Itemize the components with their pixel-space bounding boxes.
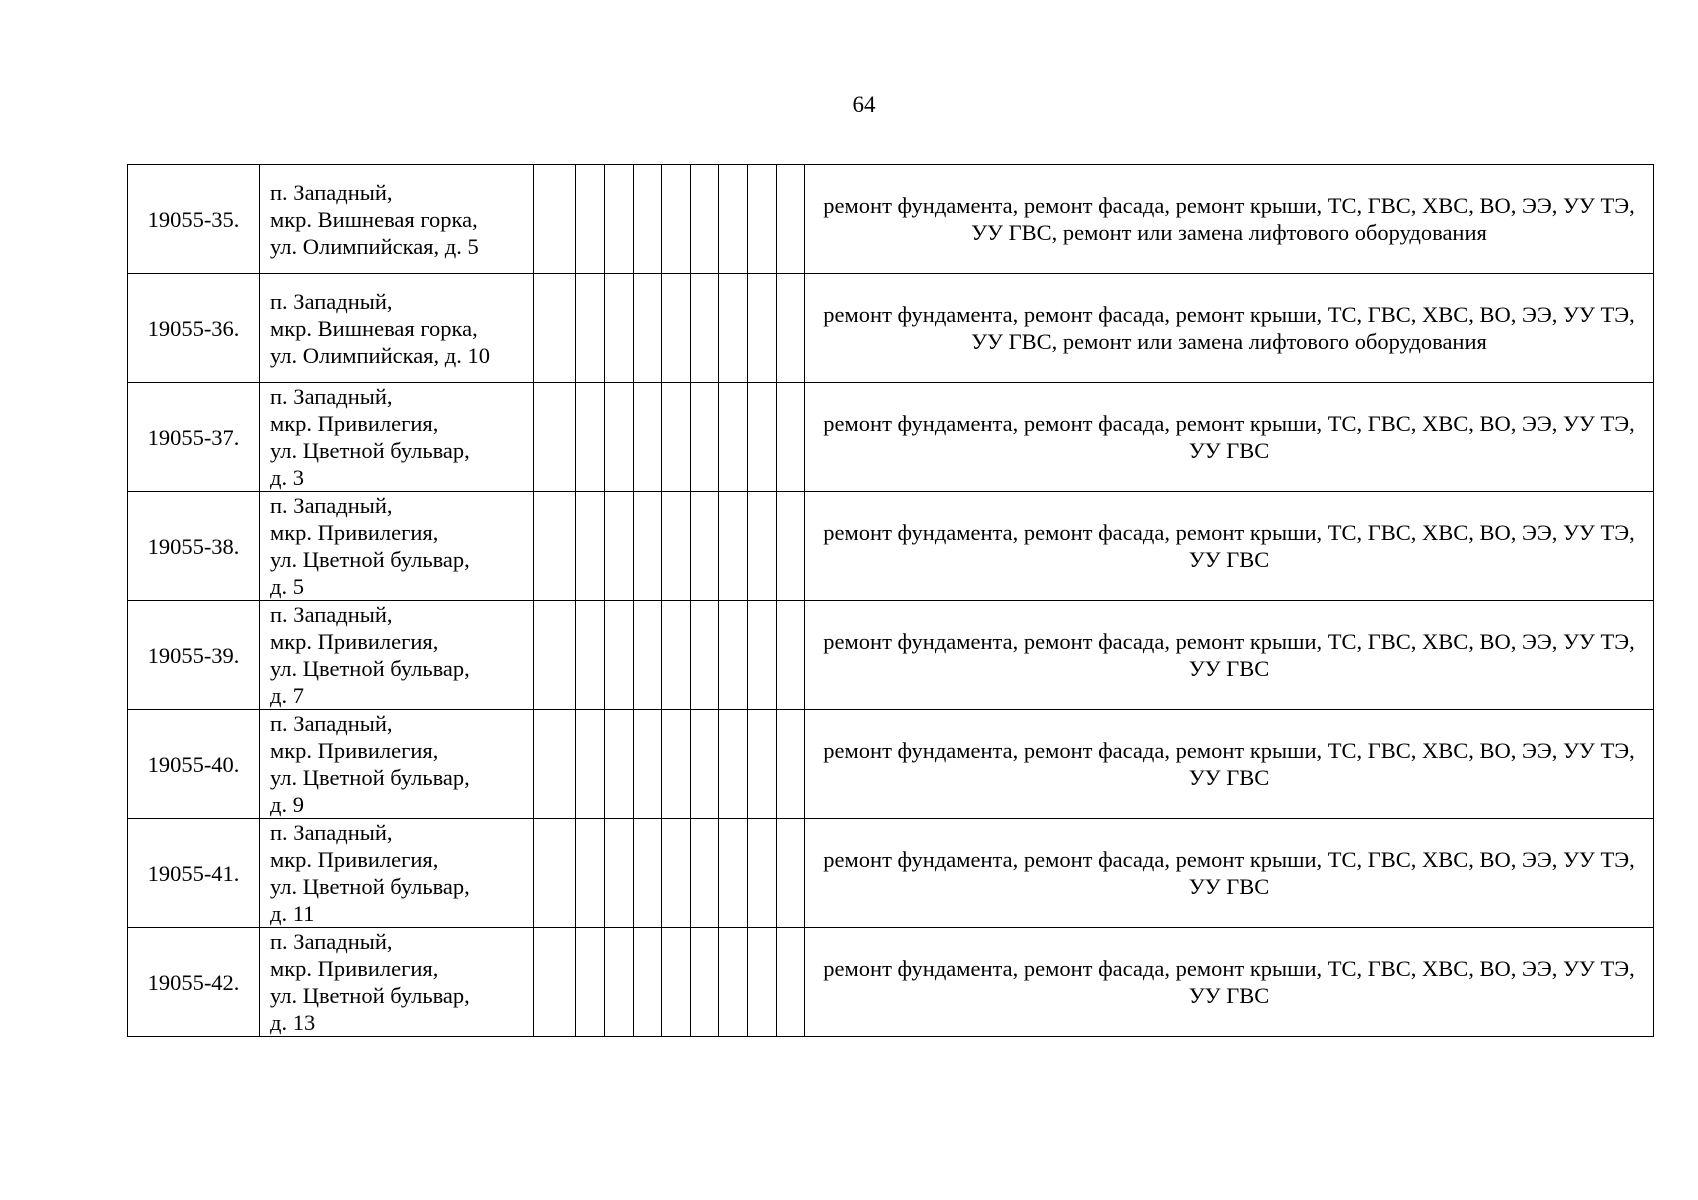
empty-cell	[576, 710, 605, 819]
empty-cell	[662, 819, 691, 928]
empty-cell	[662, 601, 691, 710]
table-row	[128, 383, 1654, 492]
row-address	[260, 819, 534, 928]
address-line: мкр. Привилегия,	[270, 956, 439, 981]
table-row	[128, 819, 1654, 928]
empty-cell	[777, 710, 805, 819]
empty-cell	[719, 274, 748, 383]
empty-cell	[605, 383, 634, 492]
empty-cell	[777, 819, 805, 928]
empty-cell	[605, 274, 634, 383]
empty-cell	[634, 710, 662, 819]
address-line: п. Западный,	[270, 711, 393, 736]
empty-cell	[605, 928, 634, 1037]
empty-cell	[605, 165, 634, 274]
row-number: 19055-41.	[128, 819, 260, 928]
row-number: 19055-39.	[128, 601, 260, 710]
empty-cell	[719, 383, 748, 492]
empty-cell	[576, 274, 605, 383]
empty-cell	[534, 601, 576, 710]
empty-cell	[634, 601, 662, 710]
empty-cell	[534, 710, 576, 819]
row-work-types: ремонт фундамента, ремонт фасада, ремонт крыши, ТС, ГВС, ХВС, ВО, ЭЭ, УУ ТЭ, УУ ГВС	[805, 710, 1654, 819]
address-line: мкр. Привилегия,	[270, 411, 439, 436]
row-number: 19055-38.	[128, 492, 260, 601]
address-line: п. Западный,	[270, 602, 393, 627]
empty-cell	[748, 165, 777, 274]
empty-cell	[534, 383, 576, 492]
row-address	[260, 601, 534, 710]
row-work-types: ремонт фундамента, ремонт фасада, ремонт крыши, ТС, ГВС, ХВС, ВО, ЭЭ, УУ ТЭ, УУ ГВС	[805, 601, 1654, 710]
empty-cell	[576, 601, 605, 710]
address-line: мкр. Вишневая горка,	[270, 206, 478, 232]
empty-cell	[719, 710, 748, 819]
empty-cell	[691, 819, 719, 928]
empty-cell	[662, 165, 691, 274]
empty-cell	[691, 710, 719, 819]
row-number: 19055-36.	[128, 274, 260, 383]
empty-cell	[576, 165, 605, 274]
empty-cell	[576, 819, 605, 928]
empty-cell	[576, 492, 605, 601]
row-number: 19055-37.	[128, 383, 260, 492]
address-line: д. 9	[270, 792, 304, 817]
empty-cell	[662, 928, 691, 1037]
empty-cell	[691, 383, 719, 492]
empty-cell	[534, 492, 576, 601]
row-address	[260, 165, 534, 274]
address-line: п. Западный,	[270, 288, 393, 314]
empty-cell	[748, 492, 777, 601]
address-line: д. 11	[270, 901, 315, 926]
address-line: мкр. Привилегия,	[270, 520, 439, 545]
empty-cell	[634, 492, 662, 601]
empty-cell	[748, 819, 777, 928]
row-address	[260, 383, 534, 492]
address-line: ул. Цветной бульвар,	[270, 874, 470, 899]
empty-cell	[534, 819, 576, 928]
empty-cell	[605, 819, 634, 928]
address-line: ул. Цветной бульвар,	[270, 983, 470, 1008]
empty-cell	[748, 274, 777, 383]
empty-cell	[605, 710, 634, 819]
row-number: 19055-40.	[128, 710, 260, 819]
address-line: мкр. Привилегия,	[270, 629, 439, 654]
empty-cell	[691, 274, 719, 383]
address-line: ул. Олимпийская, д. 10	[270, 342, 490, 368]
row-work-types: ремонт фундамента, ремонт фасада, ремонт крыши, ТС, ГВС, ХВС, ВО, ЭЭ, УУ ТЭ, УУ ГВС, ремонт или замена лифтового оборудования	[805, 274, 1654, 383]
row-work-types: ремонт фундамента, ремонт фасада, ремонт крыши, ТС, ГВС, ХВС, ВО, ЭЭ, УУ ТЭ, УУ ГВС	[805, 492, 1654, 601]
address-line: п. Западный,	[270, 384, 393, 409]
row-work-types: ремонт фундамента, ремонт фасада, ремонт крыши, ТС, ГВС, ХВС, ВО, ЭЭ, УУ ТЭ, УУ ГВС, ремонт или замена лифтового оборудования	[805, 165, 1654, 274]
empty-cell	[634, 274, 662, 383]
address-line: ул. Цветной бульвар,	[270, 438, 470, 463]
empty-cell	[777, 492, 805, 601]
empty-cell	[748, 601, 777, 710]
row-work-types: ремонт фундамента, ремонт фасада, ремонт крыши, ТС, ГВС, ХВС, ВО, ЭЭ, УУ ТЭ, УУ ГВС	[805, 819, 1654, 928]
table-row	[128, 492, 1654, 601]
empty-cell	[777, 601, 805, 710]
empty-cell	[748, 928, 777, 1037]
row-work-types: ремонт фундамента, ремонт фасада, ремонт крыши, ТС, ГВС, ХВС, ВО, ЭЭ, УУ ТЭ, УУ ГВС	[805, 928, 1654, 1037]
address-line: мкр. Вишневая горка,	[270, 315, 478, 341]
empty-cell	[719, 928, 748, 1037]
address-line: мкр. Привилегия,	[270, 847, 439, 872]
empty-cell	[719, 601, 748, 710]
address-line: п. Западный,	[270, 820, 393, 845]
empty-cell	[662, 274, 691, 383]
table-row	[128, 710, 1654, 819]
empty-cell	[576, 383, 605, 492]
empty-cell	[605, 601, 634, 710]
address-line: п. Западный,	[270, 179, 393, 205]
works-table	[127, 164, 1654, 1037]
address-line: д. 7	[270, 683, 304, 708]
empty-cell	[691, 492, 719, 601]
empty-cell	[662, 492, 691, 601]
empty-cell	[691, 165, 719, 274]
row-address	[260, 492, 534, 601]
empty-cell	[748, 710, 777, 819]
empty-cell	[719, 165, 748, 274]
empty-cell	[777, 383, 805, 492]
empty-cell	[748, 383, 777, 492]
address-line: п. Западный,	[270, 493, 393, 518]
address-line: ул. Цветной бульвар,	[270, 656, 470, 681]
address-line: д. 5	[270, 574, 304, 599]
empty-cell	[777, 165, 805, 274]
address-line: п. Западный,	[270, 929, 393, 954]
address-line: ул. Цветной бульвар,	[270, 765, 470, 790]
empty-cell	[777, 274, 805, 383]
empty-cell	[634, 819, 662, 928]
empty-cell	[691, 601, 719, 710]
row-work-types: ремонт фундамента, ремонт фасада, ремонт крыши, ТС, ГВС, ХВС, ВО, ЭЭ, УУ ТЭ, УУ ГВС	[805, 383, 1654, 492]
page-number: 64	[852, 92, 876, 117]
table-row	[128, 165, 1654, 274]
table-row	[128, 274, 1654, 383]
row-address	[260, 928, 534, 1037]
address-line: ул. Цветной бульвар,	[270, 547, 470, 572]
empty-cell	[777, 928, 805, 1037]
row-address	[260, 274, 534, 383]
empty-cell	[634, 383, 662, 492]
address-line: мкр. Привилегия,	[270, 738, 439, 763]
empty-cell	[691, 928, 719, 1037]
address-line: ул. Олимпийская, д. 5	[270, 233, 479, 259]
empty-cell	[534, 928, 576, 1037]
row-address	[260, 710, 534, 819]
table-row	[128, 928, 1654, 1037]
empty-cell	[662, 383, 691, 492]
address-line: д. 13	[270, 1010, 316, 1035]
empty-cell	[534, 274, 576, 383]
empty-cell	[534, 165, 576, 274]
empty-cell	[662, 710, 691, 819]
empty-cell	[719, 819, 748, 928]
empty-cell	[634, 165, 662, 274]
empty-cell	[605, 492, 634, 601]
empty-cell	[719, 492, 748, 601]
empty-cell	[634, 928, 662, 1037]
row-number: 19055-35.	[128, 165, 260, 274]
address-line: д. 3	[270, 465, 304, 490]
row-number: 19055-42.	[128, 928, 260, 1037]
empty-cell	[576, 928, 605, 1037]
table-row	[128, 601, 1654, 710]
